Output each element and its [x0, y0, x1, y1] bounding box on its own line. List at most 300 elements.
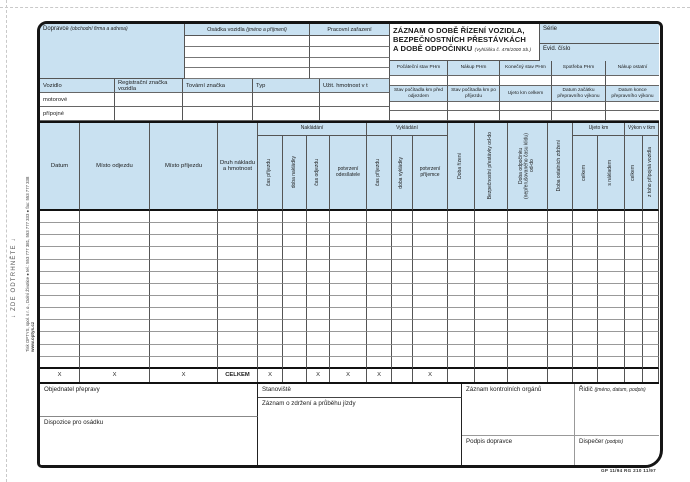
journal-cell[interactable]	[218, 272, 258, 284]
journal-cell[interactable]	[307, 320, 330, 332]
journal-cell[interactable]	[392, 296, 413, 308]
journal-cell[interactable]	[448, 320, 475, 332]
journal-cell[interactable]	[367, 272, 392, 284]
journal-cell[interactable]	[475, 272, 508, 284]
journal-cell[interactable]	[218, 223, 258, 235]
journal-cell[interactable]	[475, 235, 508, 247]
journal-cell[interactable]	[330, 223, 367, 235]
journal-cell[interactable]	[448, 272, 475, 284]
journal-cell[interactable]	[258, 260, 283, 272]
journal-cell[interactable]	[330, 235, 367, 247]
journal-cell[interactable]	[258, 211, 283, 223]
journal-cell[interactable]	[218, 345, 258, 357]
journal-cell[interactable]	[413, 284, 448, 296]
journal-cell[interactable]	[448, 223, 475, 235]
journal-cell[interactable]	[643, 260, 659, 272]
journal-cell[interactable]	[643, 308, 659, 320]
journal-cell[interactable]	[283, 296, 307, 308]
journal-cell[interactable]	[475, 320, 508, 332]
journal-cell[interactable]	[448, 260, 475, 272]
journal-cell[interactable]	[508, 308, 548, 320]
journal-cell[interactable]	[573, 320, 598, 332]
journal-cell[interactable]	[307, 260, 330, 272]
journal-cell[interactable]	[413, 235, 448, 247]
vehicle-cell[interactable]	[253, 93, 320, 107]
journal-cell[interactable]	[150, 247, 218, 259]
crew-name-cell[interactable]	[185, 36, 310, 47]
journal-cell[interactable]	[625, 223, 643, 235]
journal-cell[interactable]	[625, 308, 643, 320]
crew-position-cell[interactable]	[310, 36, 390, 47]
journal-cell[interactable]	[80, 296, 150, 308]
journal-cell[interactable]	[80, 357, 150, 369]
journal-cell[interactable]	[367, 223, 392, 235]
journal-cell[interactable]	[548, 332, 573, 344]
journal-cell[interactable]	[573, 357, 598, 369]
journal-cell[interactable]	[643, 332, 659, 344]
journal-cell[interactable]	[448, 357, 475, 369]
journal-cell[interactable]	[598, 332, 625, 344]
journal-cell[interactable]	[643, 223, 659, 235]
fuel-cell[interactable]	[390, 76, 448, 86]
journal-cell[interactable]	[548, 284, 573, 296]
journal-cell[interactable]	[508, 260, 548, 272]
journal-cell[interactable]	[392, 211, 413, 223]
journal-cell[interactable]	[573, 284, 598, 296]
objednatel-field[interactable]	[40, 384, 258, 417]
journal-cell[interactable]	[258, 308, 283, 320]
journal-cell[interactable]	[367, 296, 392, 308]
journal-cell[interactable]	[475, 247, 508, 259]
journal-cell[interactable]	[307, 308, 330, 320]
vehicle-cell[interactable]	[183, 107, 253, 121]
journal-cell[interactable]	[218, 357, 258, 369]
dispecer-field[interactable]	[575, 436, 659, 467]
journal-cell[interactable]	[150, 235, 218, 247]
odometer-cell[interactable]	[500, 102, 552, 111]
odometer-cell[interactable]	[390, 111, 448, 121]
journal-cell[interactable]	[392, 247, 413, 259]
journal-cell[interactable]	[625, 357, 643, 369]
journal-cell[interactable]	[258, 223, 283, 235]
journal-cell[interactable]	[508, 235, 548, 247]
journal-cell[interactable]	[150, 357, 218, 369]
journal-cell[interactable]	[643, 320, 659, 332]
journal-cell[interactable]	[508, 284, 548, 296]
journal-cell[interactable]	[625, 247, 643, 259]
journal-cell[interactable]	[625, 272, 643, 284]
journal-cell[interactable]	[80, 235, 150, 247]
vehicle-cell[interactable]	[115, 107, 183, 121]
journal-cell[interactable]	[80, 211, 150, 223]
crew-name-cell[interactable]	[185, 47, 310, 58]
journal-cell[interactable]	[643, 272, 659, 284]
journal-cell[interactable]	[573, 308, 598, 320]
journal-cell[interactable]	[625, 296, 643, 308]
journal-cell[interactable]	[548, 247, 573, 259]
journal-cell[interactable]	[367, 345, 392, 357]
journal-cell[interactable]	[307, 345, 330, 357]
vehicle-cell[interactable]	[183, 93, 253, 107]
journal-cell[interactable]	[283, 332, 307, 344]
zaznam-zdrzeni-field[interactable]	[258, 398, 462, 467]
journal-cell[interactable]	[218, 247, 258, 259]
journal-cell[interactable]	[475, 332, 508, 344]
fuel-col-header: Nákup ostatní	[606, 61, 659, 76]
journal-cell[interactable]	[150, 320, 218, 332]
journal-cell[interactable]	[283, 308, 307, 320]
journal-cell[interactable]	[40, 223, 80, 235]
journal-cell[interactable]	[150, 296, 218, 308]
journal-cell[interactable]	[330, 211, 367, 223]
journal-cell[interactable]	[40, 235, 80, 247]
ridic-label: Řidič	[579, 386, 593, 393]
journal-cell[interactable]	[475, 211, 508, 223]
journal-cell[interactable]	[40, 345, 80, 357]
journal-cell[interactable]	[283, 284, 307, 296]
journal-cell[interactable]	[573, 332, 598, 344]
journal-cell[interactable]	[283, 235, 307, 247]
journal-cell[interactable]	[283, 223, 307, 235]
fuel-cell[interactable]	[552, 76, 606, 86]
journal-cell[interactable]	[448, 211, 475, 223]
odometer-cell[interactable]	[448, 111, 500, 121]
journal-cell[interactable]	[258, 357, 283, 369]
journal-cell[interactable]	[392, 332, 413, 344]
odometer-cell[interactable]	[500, 111, 552, 121]
journal-cell[interactable]	[573, 247, 598, 259]
journal-cell[interactable]	[392, 284, 413, 296]
journal-cell[interactable]	[218, 211, 258, 223]
journal-cell[interactable]	[508, 247, 548, 259]
serie-field[interactable]	[540, 24, 659, 44]
journal-cell[interactable]	[643, 211, 659, 223]
journal-cell[interactable]	[508, 320, 548, 332]
journal-cell[interactable]	[413, 260, 448, 272]
vehicle-cell[interactable]	[320, 107, 390, 121]
journal-cell[interactable]	[330, 357, 367, 369]
journal-cell[interactable]	[548, 260, 573, 272]
journal-cell[interactable]	[258, 247, 283, 259]
journal-cell[interactable]	[508, 332, 548, 344]
journal-cell[interactable]	[548, 320, 573, 332]
transport-log-form	[37, 21, 663, 468]
journal-cell[interactable]	[475, 223, 508, 235]
journal-cell[interactable]	[413, 357, 448, 369]
journal-cell[interactable]	[307, 284, 330, 296]
journal-cell[interactable]	[573, 211, 598, 223]
journal-cell[interactable]	[625, 345, 643, 357]
dispozice-field[interactable]	[40, 417, 258, 467]
fuel-cell[interactable]	[500, 76, 552, 86]
odometer-cell[interactable]	[552, 102, 606, 111]
journal-cell[interactable]	[448, 247, 475, 259]
journal-cell[interactable]	[643, 284, 659, 296]
journal-cell[interactable]	[448, 345, 475, 357]
journal-cell[interactable]	[40, 211, 80, 223]
journal-cell[interactable]	[598, 345, 625, 357]
journal-cell[interactable]	[330, 332, 367, 344]
journal-cell[interactable]	[508, 272, 548, 284]
journal-cell[interactable]	[307, 296, 330, 308]
journal-cell[interactable]	[475, 284, 508, 296]
journal-cell[interactable]	[625, 211, 643, 223]
odometer-cell[interactable]	[448, 102, 500, 111]
journal-cell[interactable]	[283, 211, 307, 223]
crew-position-cell[interactable]	[310, 68, 390, 79]
col-header-bezpecnostni-prestavky: Bezpečnostní přestávky od-do	[475, 123, 508, 211]
fuel-cell[interactable]	[448, 76, 500, 86]
journal-cell[interactable]	[548, 272, 573, 284]
journal-cell[interactable]	[573, 345, 598, 357]
journal-cell[interactable]	[80, 223, 150, 235]
journal-cell[interactable]	[548, 235, 573, 247]
journal-cell[interactable]	[598, 260, 625, 272]
journal-cell[interactable]	[448, 284, 475, 296]
journal-cell[interactable]	[218, 308, 258, 320]
col-header-vykon-celkem: celkem	[625, 136, 643, 211]
journal-cell[interactable]	[392, 308, 413, 320]
journal-cell[interactable]	[367, 247, 392, 259]
crew-name-cell[interactable]	[185, 58, 310, 69]
journal-cell[interactable]	[150, 211, 218, 223]
journal-cell[interactable]	[307, 223, 330, 235]
vehicle-cell[interactable]	[115, 93, 183, 107]
journal-cell[interactable]	[283, 320, 307, 332]
journal-cell[interactable]	[413, 272, 448, 284]
journal-cell[interactable]	[330, 272, 367, 284]
journal-cell[interactable]	[625, 284, 643, 296]
journal-cell[interactable]	[475, 345, 508, 357]
journal-cell[interactable]	[548, 223, 573, 235]
journal-cell[interactable]	[598, 357, 625, 369]
journal-cell[interactable]	[573, 235, 598, 247]
journal-cell[interactable]	[330, 247, 367, 259]
odometer-cell[interactable]	[552, 111, 606, 121]
odometer-cell[interactable]	[606, 111, 659, 121]
journal-cell[interactable]	[508, 296, 548, 308]
journal-cell[interactable]	[475, 308, 508, 320]
journal-cell[interactable]	[367, 284, 392, 296]
journal-total-cell: X	[80, 369, 150, 382]
journal-cell[interactable]	[150, 308, 218, 320]
vehicle-cell[interactable]	[320, 93, 390, 107]
journal-cell[interactable]	[258, 332, 283, 344]
journal-cell[interactable]	[218, 284, 258, 296]
journal-cell[interactable]	[307, 332, 330, 344]
journal-cell[interactable]	[598, 272, 625, 284]
journal-cell[interactable]	[392, 260, 413, 272]
journal-cell[interactable]	[80, 272, 150, 284]
journal-cell[interactable]	[548, 345, 573, 357]
journal-cell[interactable]	[258, 272, 283, 284]
journal-cell[interactable]	[80, 332, 150, 344]
journal-cell[interactable]	[392, 272, 413, 284]
journal-cell[interactable]	[367, 332, 392, 344]
journal-cell[interactable]	[643, 345, 659, 357]
journal-cell[interactable]	[643, 235, 659, 247]
crew-position-cell[interactable]	[310, 58, 390, 69]
journal-cell[interactable]	[448, 332, 475, 344]
carrier-label: Dopravce	[43, 26, 69, 32]
journal-cell[interactable]	[80, 320, 150, 332]
journal-cell[interactable]	[330, 260, 367, 272]
journal-cell[interactable]	[330, 284, 367, 296]
journal-cell[interactable]	[307, 272, 330, 284]
ridic-field[interactable]	[575, 384, 659, 436]
journal-cell[interactable]	[392, 223, 413, 235]
journal-cell[interactable]	[218, 235, 258, 247]
journal-cell[interactable]	[150, 284, 218, 296]
journal-cell[interactable]	[150, 223, 218, 235]
journal-cell[interactable]	[218, 260, 258, 272]
journal-cell[interactable]	[80, 260, 150, 272]
journal-cell[interactable]	[80, 247, 150, 259]
crew-position-cell[interactable]	[310, 47, 390, 58]
kontrolni-organy-field[interactable]	[462, 384, 575, 436]
journal-cell[interactable]	[598, 247, 625, 259]
journal-cell[interactable]	[625, 235, 643, 247]
journal-cell[interactable]	[598, 211, 625, 223]
journal-cell[interactable]	[40, 247, 80, 259]
journal-cell[interactable]	[367, 357, 392, 369]
journal-cell[interactable]	[40, 296, 80, 308]
journal-cell[interactable]	[367, 235, 392, 247]
journal-cell[interactable]	[625, 332, 643, 344]
journal-cell[interactable]	[548, 211, 573, 223]
journal-cell[interactable]	[307, 357, 330, 369]
journal-cell[interactable]	[475, 260, 508, 272]
journal-cell[interactable]	[573, 223, 598, 235]
journal-cell[interactable]	[625, 320, 643, 332]
journal-cell[interactable]	[413, 320, 448, 332]
journal-cell[interactable]	[392, 345, 413, 357]
journal-cell[interactable]	[643, 296, 659, 308]
journal-cell[interactable]	[643, 357, 659, 369]
journal-cell[interactable]	[598, 284, 625, 296]
journal-cell[interactable]	[40, 308, 80, 320]
journal-cell[interactable]	[598, 296, 625, 308]
journal-cell[interactable]	[367, 320, 392, 332]
journal-cell[interactable]	[413, 247, 448, 259]
journal-cell[interactable]	[40, 272, 80, 284]
journal-cell[interactable]	[307, 247, 330, 259]
journal-cell[interactable]	[40, 260, 80, 272]
journal-cell[interactable]	[598, 235, 625, 247]
col-header-misto-prijezdu: Místo příjezdu	[150, 123, 218, 211]
journal-cell[interactable]	[548, 308, 573, 320]
journal-cell[interactable]	[330, 308, 367, 320]
journal-cell[interactable]	[283, 260, 307, 272]
journal-cell[interactable]	[367, 260, 392, 272]
journal-cell[interactable]	[258, 235, 283, 247]
vehicle-cell[interactable]	[253, 107, 320, 121]
journal-cell[interactable]	[330, 345, 367, 357]
journal-cell[interactable]	[625, 260, 643, 272]
journal-cell[interactable]	[475, 296, 508, 308]
odometer-cell[interactable]	[606, 102, 659, 111]
col-header-druh-nakladu: Druh nákladu a hmotnost	[218, 123, 258, 211]
journal-cell[interactable]	[218, 332, 258, 344]
podpis-dopravce-field[interactable]	[462, 436, 575, 467]
journal-cell[interactable]	[367, 308, 392, 320]
journal-cell[interactable]	[448, 308, 475, 320]
evid-field[interactable]	[540, 44, 659, 61]
journal-cell[interactable]	[150, 345, 218, 357]
journal-cell[interactable]	[330, 320, 367, 332]
journal-cell[interactable]	[258, 296, 283, 308]
col-header-misto-odjezdu: Místo odjezdu	[80, 123, 150, 211]
journal-cell[interactable]	[508, 223, 548, 235]
journal-cell[interactable]	[413, 211, 448, 223]
journal-cell[interactable]	[283, 247, 307, 259]
journal-cell[interactable]	[573, 296, 598, 308]
journal-cell[interactable]	[330, 296, 367, 308]
journal-cell[interactable]	[80, 308, 150, 320]
journal-cell[interactable]	[40, 320, 80, 332]
journal-cell[interactable]	[307, 235, 330, 247]
journal-cell[interactable]	[40, 332, 80, 344]
journal-cell[interactable]	[413, 296, 448, 308]
journal-cell[interactable]	[643, 247, 659, 259]
journal-cell[interactable]	[448, 296, 475, 308]
journal-cell[interactable]	[413, 223, 448, 235]
journal-cell[interactable]	[40, 357, 80, 369]
fuel-cell[interactable]	[606, 76, 659, 86]
journal-cell[interactable]	[475, 357, 508, 369]
journal-cell[interactable]	[508, 345, 548, 357]
journal-cell[interactable]	[548, 296, 573, 308]
journal-cell[interactable]	[258, 320, 283, 332]
journal-cell[interactable]	[392, 357, 413, 369]
journal-cell[interactable]	[307, 211, 330, 223]
odometer-cell[interactable]	[390, 102, 448, 111]
journal-cell[interactable]	[258, 345, 283, 357]
journal-cell[interactable]	[80, 345, 150, 357]
journal-cell[interactable]	[218, 320, 258, 332]
journal-cell[interactable]	[283, 272, 307, 284]
journal-cell[interactable]	[508, 357, 548, 369]
journal-cell[interactable]	[413, 308, 448, 320]
stanoviste-field[interactable]	[258, 384, 462, 398]
journal-cell[interactable]	[573, 260, 598, 272]
journal-cell[interactable]	[598, 320, 625, 332]
journal-cell[interactable]	[413, 345, 448, 357]
journal-cell[interactable]	[258, 284, 283, 296]
journal-cell[interactable]	[150, 332, 218, 344]
crew-name-cell[interactable]	[185, 68, 310, 79]
carrier-field[interactable]	[40, 24, 185, 79]
journal-cell[interactable]	[40, 284, 80, 296]
journal-cell[interactable]	[508, 211, 548, 223]
form-code: GP 11/94 RG 210 11/97	[601, 468, 656, 473]
journal-cell[interactable]	[283, 345, 307, 357]
journal-cell[interactable]	[218, 296, 258, 308]
journal-cell[interactable]	[548, 357, 573, 369]
journal-cell[interactable]	[150, 272, 218, 284]
journal-cell[interactable]	[598, 308, 625, 320]
journal-cell[interactable]	[80, 284, 150, 296]
journal-cell[interactable]	[367, 211, 392, 223]
journal-cell[interactable]	[598, 223, 625, 235]
journal-cell[interactable]	[392, 320, 413, 332]
journal-cell[interactable]	[413, 332, 448, 344]
journal-cell[interactable]	[392, 235, 413, 247]
journal-cell[interactable]	[573, 272, 598, 284]
journal-cell[interactable]	[150, 260, 218, 272]
journal-cell[interactable]	[283, 357, 307, 369]
journal-cell[interactable]	[448, 235, 475, 247]
